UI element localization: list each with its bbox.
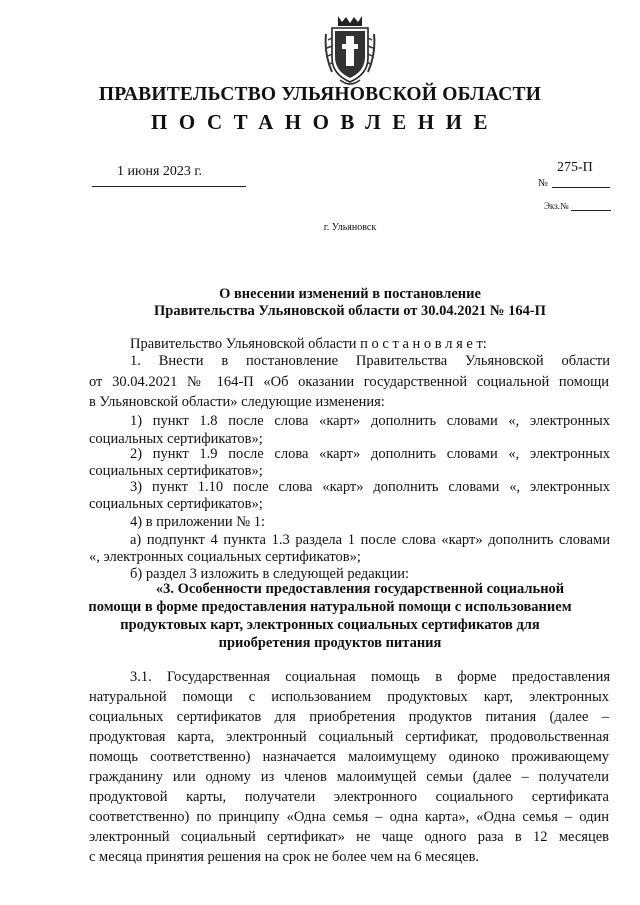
paragraph-3-1-line: продуктовая карта, электронный социальный сертификат, продовольственная xyxy=(89,729,609,745)
subitem-4a-line: а) подпункт 4 пункта 1.3 раздела 1 после слова «карт» дополнить словами xyxy=(130,532,610,548)
paragraph-3-1-line: социальных сертификатов для приобретения продуктов питания (далее – xyxy=(89,709,609,725)
document-date: 1 июня 2023 г. xyxy=(117,164,203,179)
item-1-line: 1. Внести в постановление Правительства Ульяновской области xyxy=(130,353,610,369)
paragraph-3-1-line: помощь соответственно) назначается малоимущему одиноко проживающему xyxy=(89,749,609,765)
subject-line: О внесении изменений в постановление xyxy=(219,286,481,302)
subject-line: Правительства Ульяновской области от 30.04.2021 № 164-П xyxy=(154,303,546,319)
number-label: № xyxy=(538,178,549,189)
coat-of-arms-icon xyxy=(324,14,376,88)
section-heading-line: продуктовых карт, электронных социальных сертификатов для xyxy=(120,617,540,633)
subitem-3-line: социальных сертификатов»; xyxy=(89,496,263,512)
government-title: ПРАВИТЕЛЬСТВО УЛЬЯНОВСКОЙ ОБЛАСТИ xyxy=(98,84,542,105)
subitem-4b: б) раздел 3 изложить в следующей редакции: xyxy=(130,566,409,582)
subitem-4: 4) в приложении № 1: xyxy=(130,514,265,530)
number-underline xyxy=(552,187,610,188)
paragraph-3-1-line: гражданину или одному из членов малоимущей семьи (далее – получатели xyxy=(89,769,609,785)
document-type: ПОСТАНОВЛЕНИЕ xyxy=(151,110,499,134)
subitem-2-line: 2) пункт 1.9 после слова «карт» дополнить словами «, электронных xyxy=(130,446,610,462)
paragraph-3-1-line: натуральной помощи с использованием продуктовых карт, электронных xyxy=(89,689,609,705)
paragraph-3-1-line: электронный социальный сертификат» не чаще одного раза в 12 месяцев xyxy=(89,829,609,845)
item-1-line: от 30.04.2021 № 164-П «Об оказании государственной социальной помощи xyxy=(89,374,609,390)
subitem-1-line: 1) пункт 1.8 после слова «карт» дополнить словами «, электронных xyxy=(130,413,610,429)
date-underline xyxy=(92,186,246,187)
document-number: 275-П xyxy=(557,160,593,175)
subitem-2-line: социальных сертификатов»; xyxy=(89,463,263,479)
section-heading-line: «3. Особенности предоставления государственной социальной xyxy=(155,581,565,597)
paragraph-3-1-line: соответственно) по принципу «Одна семья – одна карта», «Одна семья – один xyxy=(89,809,609,825)
subitem-3-line: 3) пункт 1.10 после слова «карт» дополнить словами «, электронных xyxy=(130,479,610,495)
section-heading-line: помощи в форме предоставления натуральной помощи с использованием xyxy=(88,599,572,615)
paragraph-3-1-line: 3.1. Государственная социальная помощь в форме предоставления xyxy=(130,669,610,685)
copy-underline xyxy=(571,210,611,211)
copy-label: Экз.№ xyxy=(544,201,569,211)
paragraph-3-1-line: с месяца принятия решения на срок не более чем на 6 месяцев. xyxy=(89,849,480,865)
subitem-1-line: социальных сертификатов»; xyxy=(89,431,263,447)
item-1-line: в Ульяновской области» следующие изменения: xyxy=(89,394,385,410)
subitem-4a-line: «, электронных социальных сертификатов»; xyxy=(89,549,361,565)
preamble: Правительство Ульяновской области п о с т а н о в л я е т: xyxy=(130,336,487,352)
city: г. Ульяновск xyxy=(323,222,377,233)
paragraph-3-1-line: продуктовой карты, получатели электронного социального сертификата xyxy=(89,789,609,805)
section-heading-line: приобретения продуктов питания xyxy=(218,635,442,651)
